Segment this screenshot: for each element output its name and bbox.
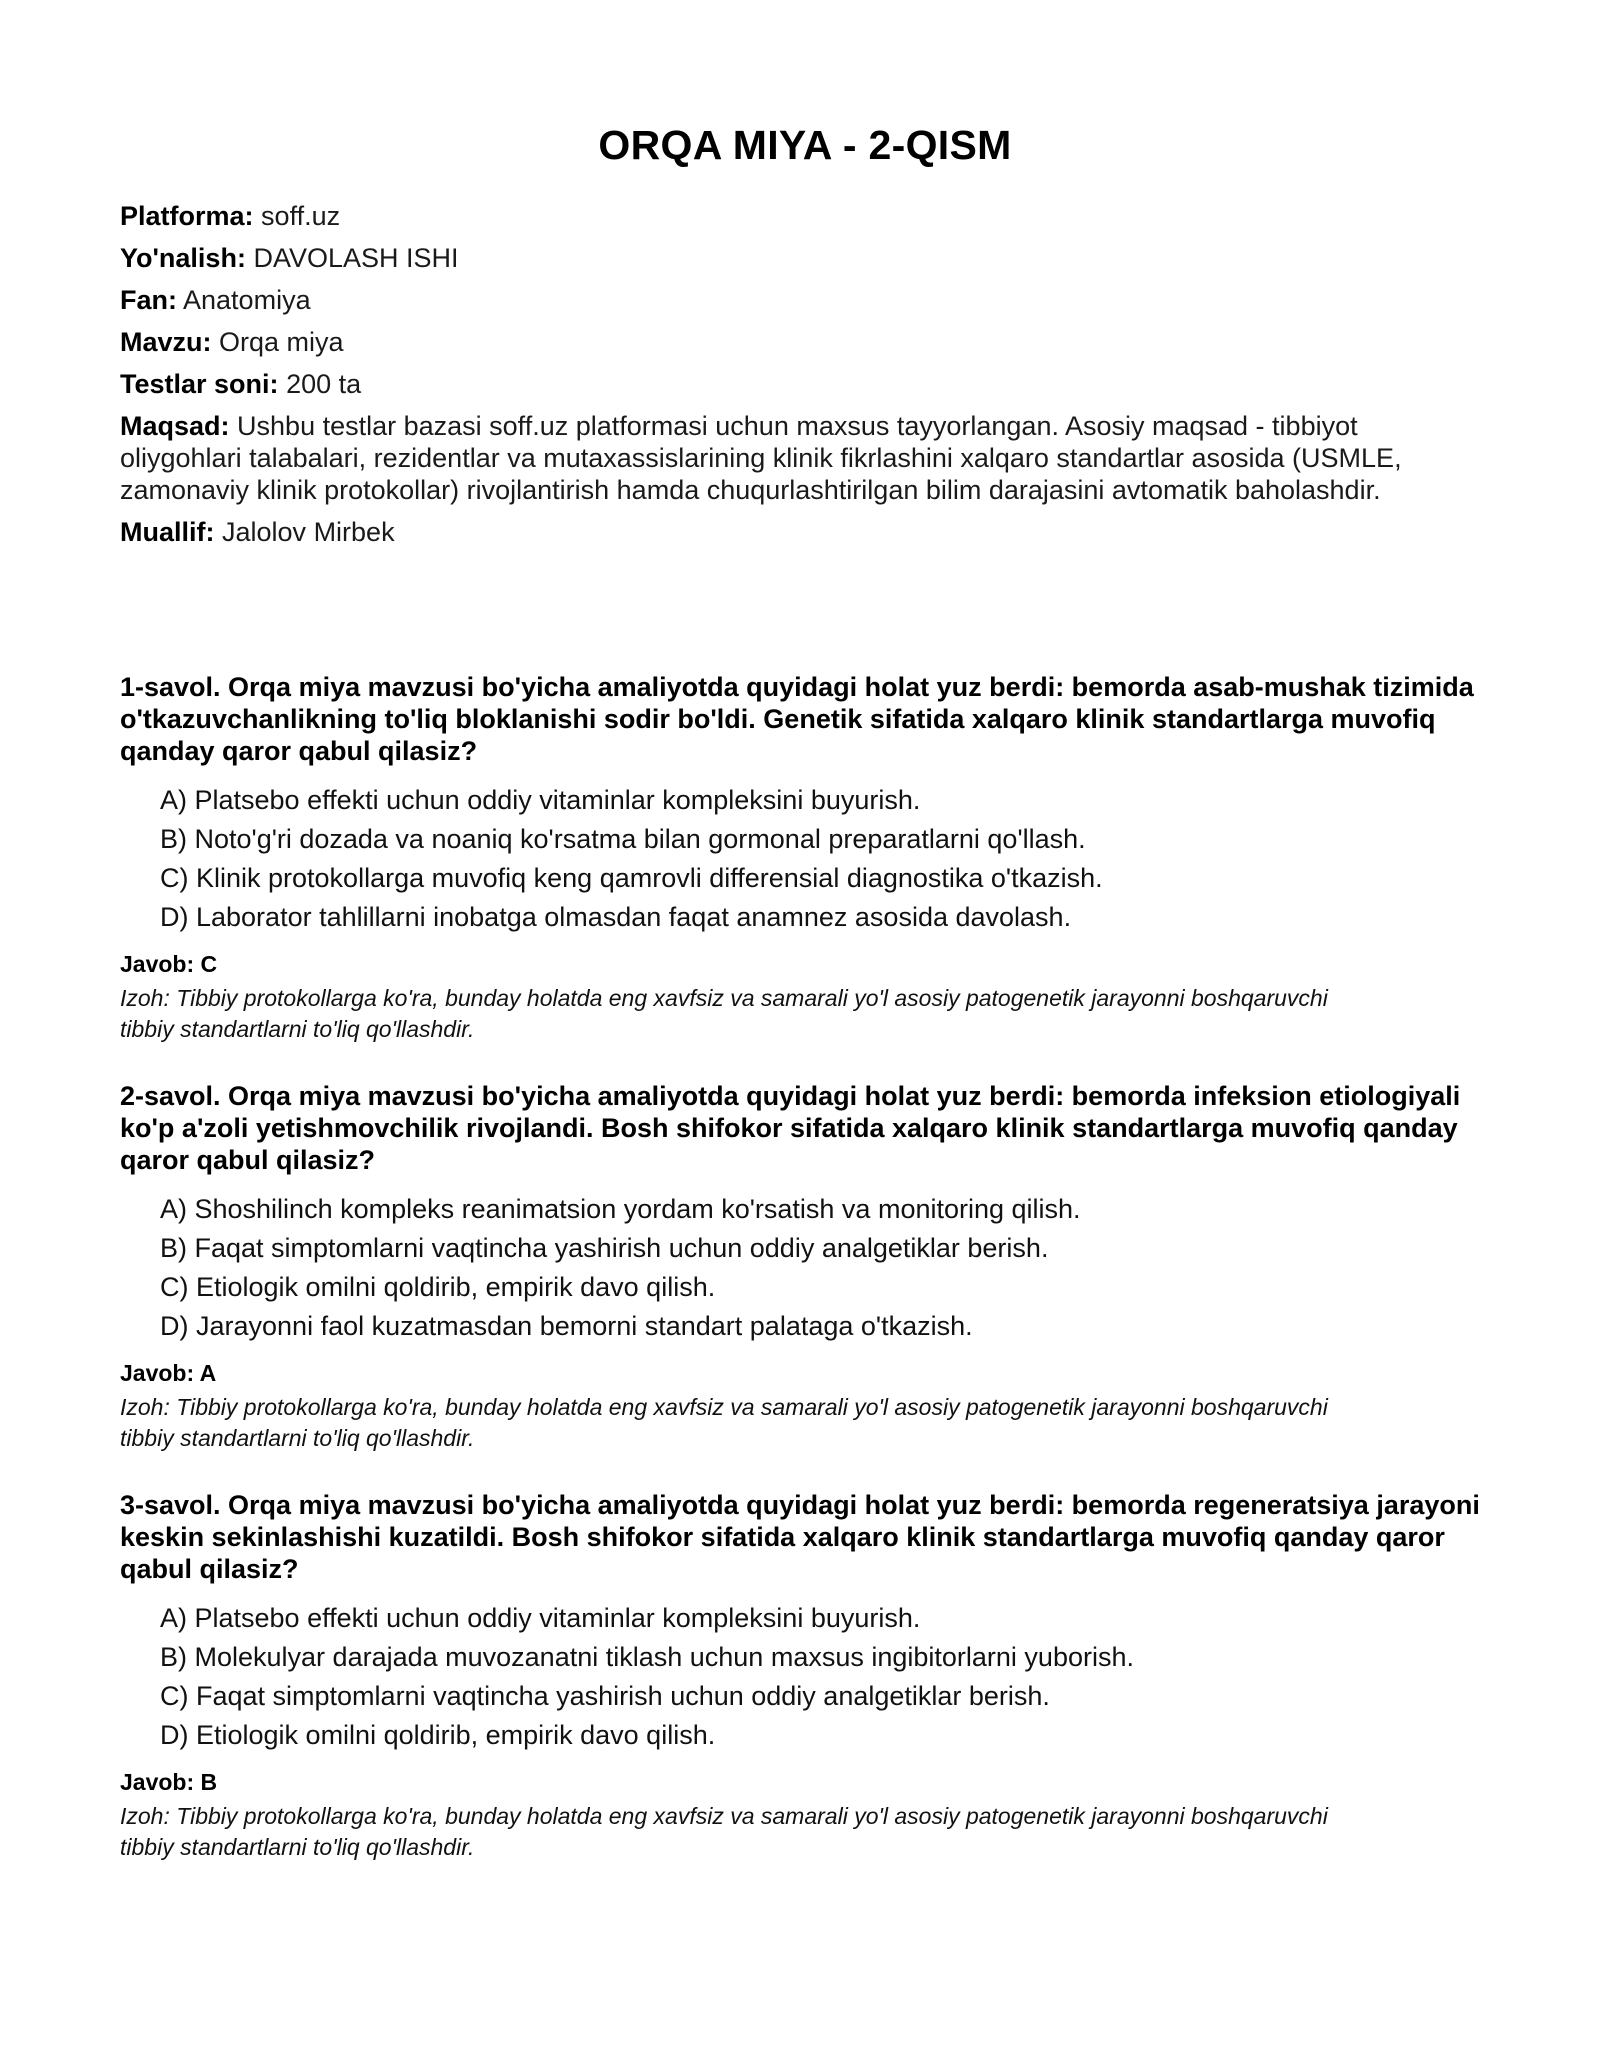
meta-author-label: Muallif:: [120, 517, 215, 547]
meta-topic-value: Orqa miya: [219, 327, 344, 357]
answer-option: A) Platsebo effekti uchun oddiy vitaminlar kompleksini buyurish.: [160, 1603, 921, 1633]
meta-author: [120, 516, 1480, 548]
meta-topic-label: Mavzu:: [120, 327, 212, 357]
answer-option: B) Noto'g'ri dozada va noaniq ko'rsatma bilan gormonal preparatlarni qo'llash.: [160, 824, 1086, 854]
question-block: [120, 1080, 1490, 1489]
meta-direction-value: DAVOLASH ISHI: [253, 243, 459, 273]
meta-platform-label: Platforma:: [120, 201, 254, 231]
meta-subject: [120, 284, 1480, 316]
answer-option: C) Faqat simptomlarni vaqtincha yashirish uchun oddiy analgetiklar berish.: [160, 1681, 1050, 1711]
answer-option: C) Etiologik omilni qoldirib, empirik davo qilish.: [160, 1272, 716, 1302]
correct-answer: Javob: B: [120, 1769, 218, 1795]
correct-answer: Javob: A: [120, 1360, 217, 1386]
meta-platform-value: soff.uz: [261, 201, 341, 231]
meta-goal-label: Maqsad:: [120, 411, 230, 441]
question-block: [120, 1489, 1490, 1898]
explanation-note: Izoh: Tibbiy protokollarga ko'ra, bunday holatda eng xavfsiz va samarali yo'l asosiy patogenetik jarayonni boshqaruvchi tibbiy standartlarni to'liq qo'llashdir.: [120, 1803, 1328, 1860]
answer-option: D) Laborator tahlillarni inobatga olmasdan faqat anamnez asosida davolash.: [160, 902, 1072, 932]
document-metadata: [120, 200, 1480, 558]
meta-platform: [120, 200, 1480, 232]
answer-option: A) Platsebo effekti uchun oddiy vitaminlar kompleksini buyurish.: [160, 785, 921, 815]
question-list: [120, 671, 1490, 1898]
question-block: [120, 671, 1490, 1080]
answer-option: D) Jarayonni faol kuzatmasdan bemorni standart palataga o'tkazish.: [160, 1311, 973, 1341]
answer-option: C) Klinik protokollarga muvofiq keng qamrovli differensial diagnostika o'tkazish.: [160, 863, 1103, 893]
answer-option: B) Faqat simptomlarni vaqtincha yashirish uchun oddiy analgetiklar berish.: [160, 1233, 1049, 1263]
question-text: 3-savol. Orqa miya mavzusi bo'yicha amaliyotda quyidagi holat yuz berdi: bemorda regeneratsiya jarayoni keskin sekinlashishi kuzatildi. Bosh shifokor sifatida xalqaro klinik standartlarga muvofiq qanday qaror qabul qilasiz?: [120, 1490, 1480, 1584]
meta-test-count-value: 200 ta: [286, 369, 362, 399]
meta-test-count: [120, 368, 1480, 400]
answer-option: D) Etiologik omilni qoldirib, empirik davo qilish.: [160, 1720, 716, 1750]
explanation-note: Izoh: Tibbiy protokollarga ko'ra, bunday holatda eng xavfsiz va samarali yo'l asosiy patogenetik jarayonni boshqaruvchi tibbiy standartlarni to'liq qo'llashdir.: [120, 1394, 1328, 1451]
meta-goal-value: Ushbu testlar bazasi soff.uz platformasi uchun maxsus tayyorlangan. Asosiy maqsad - tibbiyot oliygohlari talabalari, rezidentlar va mutaxassislarining klinik fikrlashini xalqaro standartlar asosida (USMLE, zamonaviy klinik protokollar) rivojlantirish hamda chuqurlashtirilgan bilim darajasini avtomatik baholashdir.: [120, 411, 1402, 505]
question-text: 1-savol. Orqa miya mavzusi bo'yicha amaliyotda quyidagi holat yuz berdi: bemorda asab-mushak tizimida o'tkazuvchanlikning to'liq bloklanishi sodir bo'ldi. Genetik sifatida xalqaro klinik standartlarga muvofiq qanday qaror qabul qilasiz?: [120, 672, 1474, 766]
answer-option: A) Shoshilinch kompleks reanimatsion yordam ko'rsatish va monitoring qilish.: [160, 1194, 1081, 1224]
correct-answer: Javob: C: [120, 951, 218, 977]
explanation-note: Izoh: Tibbiy protokollarga ko'ra, bunday holatda eng xavfsiz va samarali yo'l asosiy patogenetik jarayonni boshqaruvchi tibbiy standartlarni to'liq qo'llashdir.: [120, 985, 1328, 1042]
meta-subject-value: Anatomiya: [183, 285, 311, 315]
meta-topic: [120, 326, 1480, 358]
meta-subject-label: Fan:: [120, 285, 177, 315]
meta-test-count-label: Testlar soni:: [120, 369, 279, 399]
meta-direction: [120, 242, 1480, 274]
document-title: ORQA MIYA - 2-QISM: [598, 122, 1012, 168]
meta-direction-label: Yo'nalish:: [120, 243, 246, 273]
question-text: 2-savol. Orqa miya mavzusi bo'yicha amaliyotda quyidagi holat yuz berdi: bemorda infeksion etiologiyali ko'p a'zoli yetishmovchilik rivojlandi. Bosh shifokor sifatida xalqaro klinik standartlarga muvofiq qanday qaror qabul qilasiz?: [120, 1081, 1461, 1175]
answer-option: B) Molekulyar darajada muvozanatni tiklash uchun maxsus ingibitorlarni yuborish.: [160, 1642, 1134, 1672]
meta-goal: [120, 410, 1480, 506]
meta-author-value: Jalolov Mirbek: [222, 517, 395, 547]
